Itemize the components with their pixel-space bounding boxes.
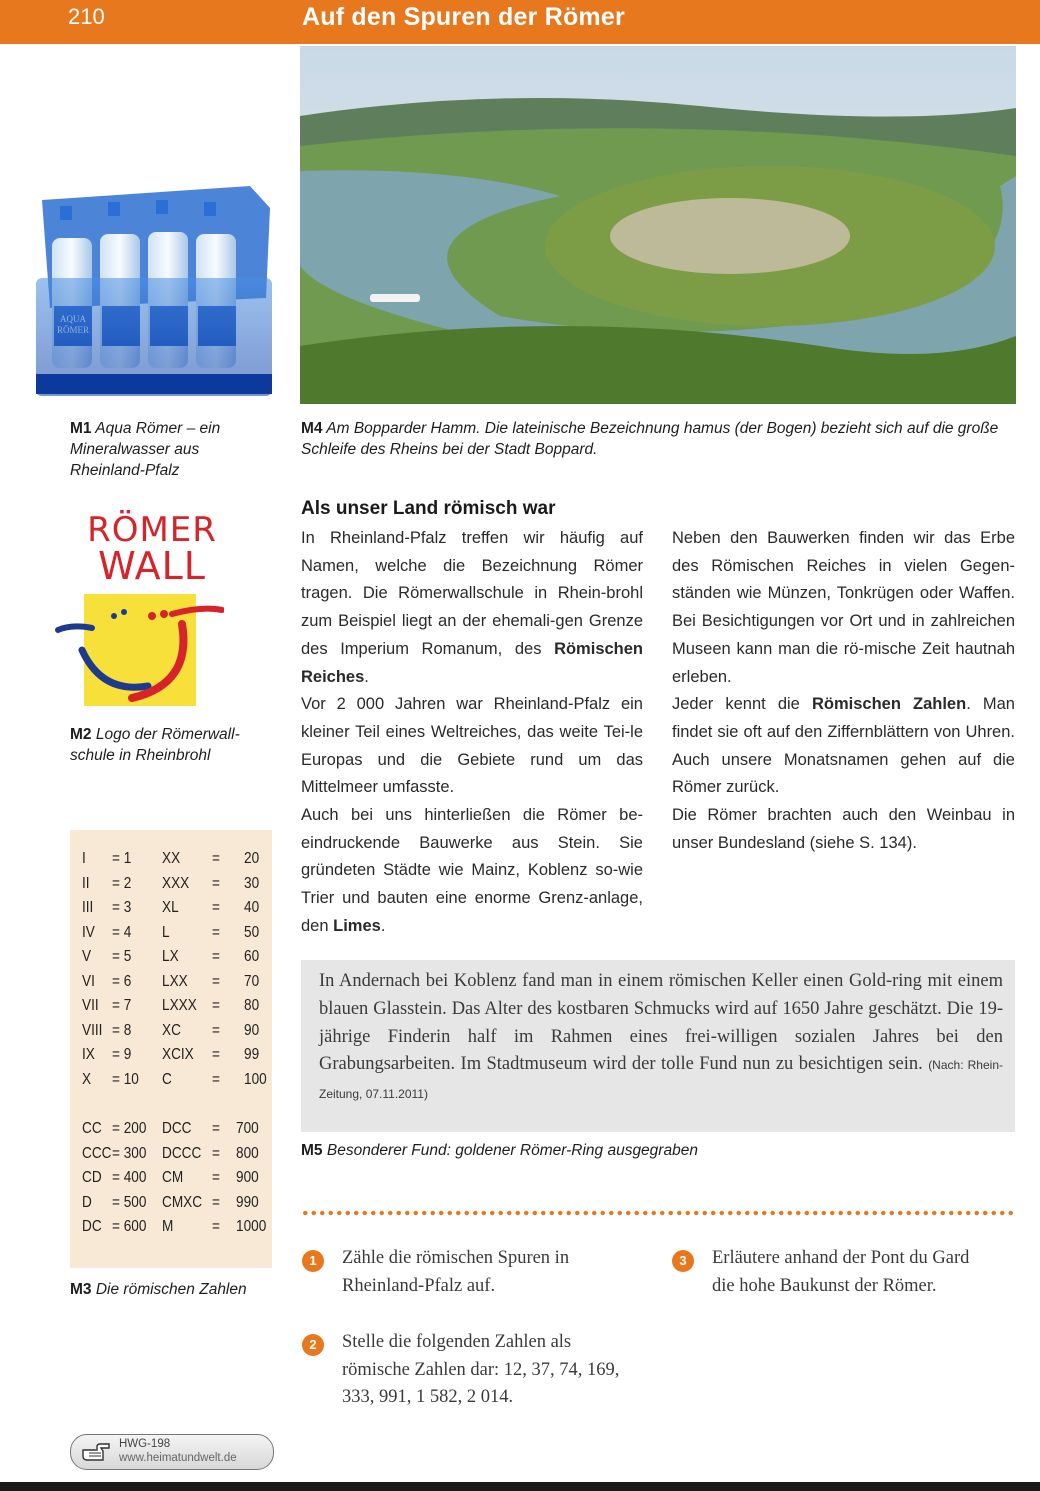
table-cell: VI (82, 972, 95, 990)
m5-quote-text (319, 968, 1003, 1109)
table-cell: 700 (236, 1120, 259, 1137)
table-cell: L (162, 923, 170, 941)
roemerwall-logo (80, 510, 224, 706)
page-bottom-bar (0, 1482, 1040, 1491)
table-cell: = 400 (112, 1169, 147, 1186)
bold-term: Römischen Zahlen (811, 695, 967, 714)
table-cell: = 500 (112, 1193, 147, 1211)
m3-caption-text: Die römischen Zahlen (95, 1281, 247, 1298)
hwg-code: HWG-198 (119, 1438, 171, 1450)
table-cell: = 4 (112, 923, 132, 941)
pointing-hand-icon (81, 1442, 111, 1462)
table-cell: 900 (236, 1169, 259, 1186)
paragraph (301, 802, 643, 941)
table-cell: = 2 (112, 874, 132, 892)
table-cell: III (82, 899, 94, 916)
paragraph: Vor 2 000 Jahren war Rheinland-Pfalz ein kleiner Teil eines Weltreiches, das weite Tei-le Europas und die Gebiete rund um das Mittelmeer umfasste. (301, 695, 643, 797)
table-cell: = 10 (112, 1070, 139, 1088)
chapter-title: Auf den Spuren der Römer (302, 3, 625, 31)
m4-caption-text: Am Bopparder Hamm. Die lateinische Bezeichnung hamus (der Bogen) bezieht sich auf die große Schleife des Rheins bei der Stadt Boppard. (301, 420, 999, 458)
roman-numeral-table (70, 830, 272, 1268)
table-cell: 50 (244, 923, 260, 941)
table-cell: = 7 (112, 997, 132, 1014)
m1-caption (70, 418, 270, 481)
table-cell: = (212, 1120, 220, 1137)
table-cell: 30 (244, 874, 260, 892)
m4-caption-id: M4 (301, 420, 323, 437)
table-cell: 1000 (236, 1218, 267, 1235)
paragraph (672, 691, 1015, 802)
table-cell: IV (82, 923, 95, 941)
table-cell: = (212, 850, 220, 867)
table-cell: CCC (82, 1144, 112, 1162)
m3-caption-id: M3 (70, 1281, 92, 1298)
table-cell: M (162, 1218, 174, 1235)
hwg-link-badge[interactable] (70, 1434, 274, 1470)
table-cell: X (82, 1070, 92, 1088)
table-cell: = 6 (112, 972, 132, 990)
table-cell: 70 (244, 972, 260, 990)
table-cell: 990 (236, 1193, 259, 1211)
text-column-right (672, 525, 1015, 857)
m2-caption-id: M2 (70, 726, 92, 743)
text-column-left (301, 525, 643, 941)
m5-caption-text: Besonderer Fund: goldener Römer-Ring ausgegraben (326, 1142, 698, 1159)
table-cell: LX (162, 948, 179, 965)
text-run: In Andernach bei Koblenz fand man in einem römischen Keller einen Gold-ring mit einem blauen Glasstein. Das Alter des kostbaren Schmucks wird auf 1650 Jahre geschätzt. Die 19-jährige Finderin half im Rahmen eines frei-willigen sozialen Jahres bei den Grabungsarbeiten. Im Stadtmuseum wird der tolle Fund nun zu besichtigen sein. (319, 971, 1003, 1075)
bottle-crate-photo (30, 178, 274, 398)
table-cell: VIII (82, 1021, 103, 1039)
river-bend-photo (300, 46, 1016, 404)
table-cell: = 200 (112, 1120, 147, 1137)
table-cell: 800 (236, 1144, 259, 1162)
table-cell: DCC (162, 1120, 192, 1137)
table-cell: CD (82, 1169, 102, 1186)
table-cell: = (212, 923, 220, 941)
table-cell: LXXX (162, 997, 197, 1014)
table-cell: I (82, 850, 86, 867)
table-cell: IX (82, 1046, 95, 1063)
m5-quote-box (301, 960, 1015, 1132)
table-cell: XC (162, 1021, 181, 1039)
table-cell: = (212, 1070, 220, 1088)
table-cell: = 3 (112, 899, 132, 916)
text-run: . (364, 667, 369, 686)
table-cell: XXX (162, 874, 190, 892)
table-cell: 100 (244, 1070, 267, 1088)
task-number-badge: 3 (672, 1250, 694, 1272)
m1-caption-id: M1 (70, 420, 92, 437)
table-cell: 40 (244, 899, 260, 916)
table-cell: = (212, 948, 220, 965)
paragraph: Die Römer brachten auch den Weinbau in unser Bundesland (siehe S. 134). (672, 806, 1015, 852)
table-cell: = (212, 1218, 220, 1235)
table-cell: D (82, 1193, 92, 1211)
text-run: In Rheinland-Pfalz treffen wir häufig auf Namen, welche die Bezeichnung Römer tragen. Die Römerwallschule in Rhein-brohl zum Beispiel liegt an der ehemali-gen Grenze des Imperium Romanum, des (301, 529, 643, 658)
text-run: Auch bei uns hinterließen die Römer be-eindruckende Bauwerke aus Stein. Sie gründeten Städte wie Mainz, Koblenz so-wie Trier und bauten eine enorme Grenz-anlage, den (301, 806, 643, 935)
text-run: . Man findet sie oft auf den Ziffernblättern von Uhren. Auch unsere Monatsnamen gehen auf die Römer zurück. (672, 695, 1015, 797)
table-cell: CMXC (162, 1193, 203, 1211)
page-number: 210 (68, 4, 105, 29)
task-text: Stelle die folgenden Zahlen als römische Zahlen dar: 12, 37, 74, 169, 333, 991, 1 582, 2 014. (342, 1332, 620, 1408)
table-cell: = 8 (112, 1021, 132, 1039)
table-cell: = (212, 1169, 220, 1186)
text-run: . (380, 916, 386, 935)
m5-caption-id: M5 (301, 1142, 323, 1159)
table-cell: DC (82, 1218, 102, 1235)
table-cell: 80 (244, 997, 260, 1014)
table-cell: = (212, 972, 220, 990)
bold-term: Römischen Reiches (301, 639, 643, 686)
m3-caption (70, 1279, 270, 1300)
m1-caption-text: Aqua Römer – ein Mineralwasser aus Rheinland-Pfalz (70, 420, 221, 479)
table-cell: 20 (244, 850, 260, 867)
table-cell: = (212, 1193, 220, 1211)
task-number-badge: 2 (302, 1334, 324, 1356)
table-cell: = 5 (112, 948, 132, 965)
bold-term: Limes (333, 916, 381, 935)
section-heading: Als unser Land römisch war (301, 498, 556, 519)
table-cell: = 300 (112, 1144, 147, 1162)
m4-caption (301, 418, 1015, 460)
m2-caption (70, 724, 270, 766)
text-run: Jeder kennt die (672, 695, 812, 714)
table-cell: CM (162, 1169, 184, 1186)
table-cell: = 1 (112, 850, 132, 867)
table-cell: II (82, 874, 90, 892)
m2-caption-text: Logo der Römerwall-schule in Rheinbrohl (70, 726, 240, 764)
table-cell: CC (82, 1120, 102, 1137)
table-cell: VII (82, 997, 99, 1014)
table-cell: = (212, 1046, 220, 1063)
table-cell: XX (162, 850, 181, 867)
paragraph: Neben den Bauwerken finden wir das Erbe des Römischen Reiches in vielen Gegen-ständen wie Münzen, Tonkrügen oder Waffen. Bei Besichtigungen vor Ort und in zahlreichen Museen kann man die rö-mische Zeit hautnah erleben. (672, 529, 1015, 686)
logo-word-roemer: RÖMER (87, 510, 217, 550)
hwg-url[interactable]: www.heimatundwelt.de (119, 1452, 237, 1464)
quote-source: (Nach: Rhein-Zeitung, 07.11.2011) (319, 1058, 1003, 1102)
table-cell: = (212, 997, 220, 1014)
table-cell: C (162, 1070, 172, 1088)
table-cell: DCCC (162, 1144, 202, 1162)
task-number-badge: 1 (302, 1250, 324, 1272)
page-header (0, 0, 1040, 44)
table-cell: = (212, 1144, 220, 1162)
table-cell: LXX (162, 972, 188, 990)
table-cell: V (82, 948, 92, 965)
table-cell: = 9 (112, 1046, 132, 1063)
task-text: Zähle die römischen Spuren in Rheinland-Pfalz auf. (342, 1248, 570, 1296)
paragraph (301, 525, 643, 691)
table-cell: 90 (244, 1021, 260, 1039)
task-text: Erläutere anhand der Pont du Gard die hohe Baukunst der Römer. (712, 1248, 970, 1296)
table-cell: 60 (244, 948, 260, 965)
table-cell: 99 (244, 1046, 260, 1063)
m5-caption (301, 1140, 1015, 1161)
table-cell: = (212, 899, 220, 916)
table-cell: = (212, 874, 220, 892)
table-cell: XL (162, 899, 179, 916)
dotted-divider (301, 1210, 1015, 1216)
table-cell: = 600 (112, 1218, 147, 1235)
smiley-logo (52, 594, 224, 706)
logo-word-wall: WALL (98, 544, 206, 588)
table-cell: = (212, 1021, 220, 1039)
table-cell: XCIX (162, 1046, 194, 1063)
